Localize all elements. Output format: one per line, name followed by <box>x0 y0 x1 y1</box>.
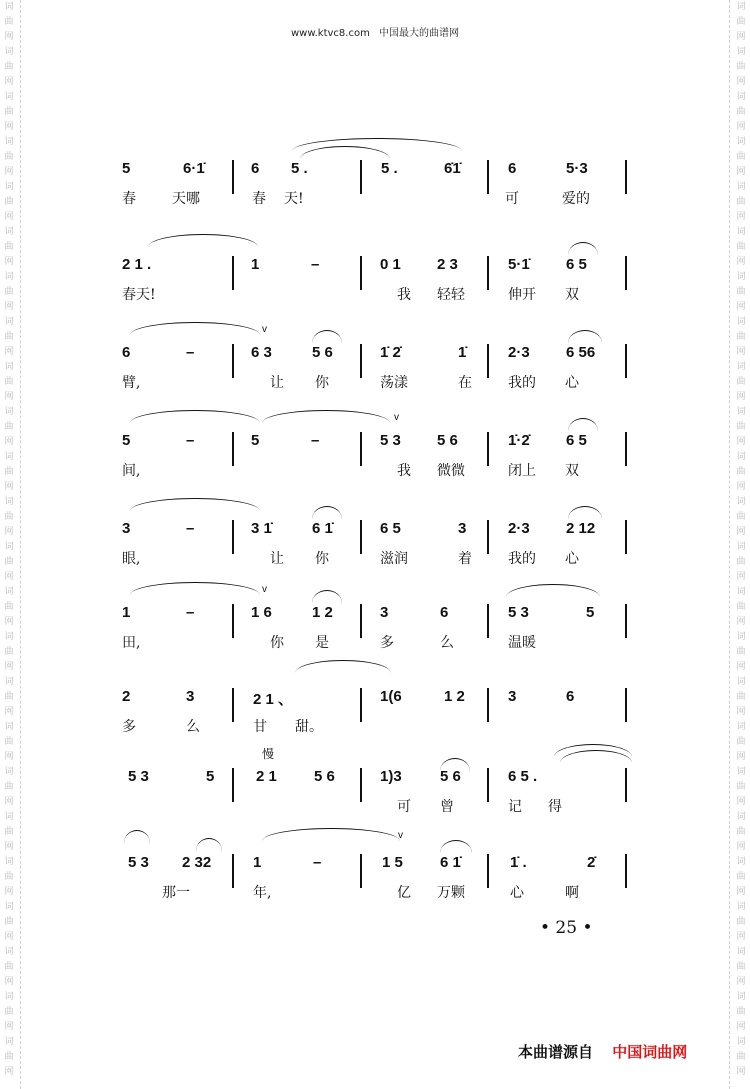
lyric: 曾 <box>440 799 454 815</box>
lyrics-line <box>0 188 750 212</box>
note: 5 6 <box>437 432 458 449</box>
note: 6 5 <box>380 520 401 537</box>
slur <box>312 330 342 343</box>
breath-mark: v <box>262 324 267 335</box>
note: 1 5 <box>382 854 403 871</box>
notes-line <box>0 688 750 712</box>
lyric: 多 <box>380 635 394 651</box>
lyric: 春 <box>122 191 136 207</box>
lyrics-line <box>0 548 750 572</box>
note: – <box>311 256 320 273</box>
lyric: 双 <box>565 463 579 479</box>
lyric: 闭上 <box>508 463 536 479</box>
right-watermark: 词曲网词曲网词曲网词曲网词曲网词曲网词曲网词曲网词曲网词曲网词曲网词曲网词曲网词曲网词曲网词曲网词曲网词曲网词曲网词曲网词曲网词曲网词曲网词曲网 <box>736 2 746 1077</box>
lyric: 么 <box>440 635 454 651</box>
note: 5 <box>251 432 260 449</box>
score-row-1 <box>0 152 750 232</box>
lyric: 温暖 <box>508 635 536 651</box>
note: 3 <box>508 688 517 705</box>
note: 6 3 <box>251 344 272 361</box>
lyric: 甘 <box>253 719 267 735</box>
note: 3 <box>380 604 389 621</box>
note: 1)3 <box>380 768 402 785</box>
lyric: 我 <box>397 463 411 479</box>
lyric: 天哪 <box>172 191 200 207</box>
note: 1̇·2̇ <box>508 432 530 449</box>
slur <box>568 506 602 519</box>
note: 2̇ <box>587 854 596 871</box>
note: 6 1̇ <box>440 854 461 871</box>
lyric: 你 <box>315 551 329 567</box>
note: 2·3 <box>508 344 530 361</box>
slur <box>312 506 342 519</box>
note: 5 <box>122 160 131 177</box>
notes-line <box>0 344 750 368</box>
note: 5 6 <box>440 768 461 785</box>
lyrics-line <box>0 796 750 820</box>
lyric: 双 <box>565 287 579 303</box>
note: 6·1̇ <box>183 160 205 177</box>
lyric: 是 <box>315 635 329 651</box>
notes-line <box>0 520 750 544</box>
footer-credit <box>518 1041 687 1062</box>
lyric: 心 <box>565 375 579 391</box>
lyric: 甜。 <box>295 719 323 735</box>
note: 5 <box>586 604 595 621</box>
slur <box>568 418 598 431</box>
lyric: 亿 <box>397 885 411 901</box>
note: 1(6 <box>380 688 402 705</box>
lyrics-line <box>0 372 750 396</box>
score-row-4 <box>0 412 750 504</box>
notes-line <box>0 854 750 878</box>
note: 2 <box>122 688 131 705</box>
notes-line <box>0 432 750 456</box>
note: 5 3 <box>128 854 149 871</box>
lyric: 轻轻 <box>437 287 465 303</box>
lyric: 记 <box>508 799 522 815</box>
note: 1 <box>251 256 260 273</box>
note: 5·1̇ <box>508 256 530 273</box>
lyric: 我 <box>397 287 411 303</box>
notes-line <box>0 160 750 184</box>
note: – <box>186 604 195 621</box>
score-row-2 <box>0 248 750 328</box>
note: 2 1 、 <box>253 691 294 708</box>
lyrics-line <box>0 284 750 308</box>
note: – <box>186 432 195 449</box>
tempo-mark: 慢 <box>262 747 275 761</box>
slur <box>568 330 602 343</box>
breath-mark: v <box>398 830 403 841</box>
footer-source-label: 本曲谱源自 <box>518 1043 594 1061</box>
lyrics-line <box>0 460 750 484</box>
lyric: 你 <box>315 375 329 391</box>
note: 6 56 <box>566 344 596 361</box>
note: 1 6 <box>251 604 272 621</box>
page-header <box>0 24 750 39</box>
lyric: 臂, <box>122 375 141 391</box>
lyric: 眼, <box>122 551 141 567</box>
note: 6̇1̇ <box>444 160 461 177</box>
note: 5 6 <box>312 344 333 361</box>
slur <box>148 234 258 247</box>
page-number: • 25 • <box>540 918 593 938</box>
slur <box>440 840 472 853</box>
lyric: 么 <box>186 719 200 735</box>
note: 3 <box>122 520 131 537</box>
note: – <box>313 854 322 871</box>
note: 2 1 . <box>122 256 152 273</box>
lyrics-line <box>0 632 750 656</box>
note: 1 <box>253 854 262 871</box>
lyric: 可 <box>397 799 411 815</box>
note: 2 12 <box>566 520 596 537</box>
note: 1 2 <box>312 604 333 621</box>
note: 5 <box>122 432 131 449</box>
lyric: 爱的 <box>562 191 590 207</box>
lyric: 伸开 <box>508 287 536 303</box>
lyric: 荡漾 <box>380 375 408 391</box>
note: 6 <box>566 688 575 705</box>
note: 3 <box>458 520 467 537</box>
note: 5 6 <box>314 768 335 785</box>
note: 6 <box>122 344 131 361</box>
lyric: 万颗 <box>437 885 465 901</box>
lyric: 着 <box>458 551 472 567</box>
lyric: 间, <box>122 463 141 479</box>
score-row-9 <box>0 830 750 926</box>
lyric: 你 <box>270 635 284 651</box>
score-row-3 <box>0 324 750 416</box>
note: 6 5 <box>566 256 587 273</box>
breath-mark: v <box>394 412 399 423</box>
footer-site-link[interactable]: 中国词曲网 <box>612 1043 688 1061</box>
score-row-8 <box>0 760 750 840</box>
note: 1̇ . <box>510 854 527 871</box>
lyric: 让 <box>270 375 284 391</box>
note: 3 1̇ <box>251 520 272 537</box>
note: 2 3 <box>437 256 458 273</box>
lyric: 那一 <box>162 885 190 901</box>
score-row-5 <box>0 512 750 592</box>
note: 5 3 <box>508 604 529 621</box>
header-url[interactable]: www.ktvc8.com <box>290 28 370 39</box>
note: – <box>311 432 320 449</box>
lyric: 天! <box>284 191 304 207</box>
note: 5 3 <box>128 768 149 785</box>
lyric: 可 <box>505 191 519 207</box>
note: 1 2 <box>444 688 465 705</box>
note: 6 <box>508 160 517 177</box>
lyric: 春天! <box>122 287 156 303</box>
notes-line <box>0 604 750 628</box>
note: 6 5 . <box>508 768 538 785</box>
note: 1 <box>122 604 131 621</box>
lyric: 心 <box>510 885 524 901</box>
lyric: 多 <box>122 719 136 735</box>
note: 5 3 <box>380 432 401 449</box>
note: 2 1 <box>256 768 277 785</box>
note: 6 <box>251 160 260 177</box>
notes-line <box>0 256 750 280</box>
lyric: 春 <box>252 191 266 207</box>
lyric: 得 <box>548 799 562 815</box>
lyric: 啊 <box>565 885 579 901</box>
note: 1̇ 2̇ <box>380 344 401 361</box>
note: 0 1 <box>380 256 401 273</box>
note: 6 5 <box>566 432 587 449</box>
note: – <box>186 344 195 361</box>
lyric: 让 <box>270 551 284 567</box>
lyric: 在 <box>458 375 472 391</box>
note: – <box>186 520 195 537</box>
note: 6 1̇ <box>312 520 333 537</box>
slur <box>568 242 598 255</box>
note: 5 . <box>291 160 308 177</box>
note: 2 32 <box>182 854 212 871</box>
note: 5·3 <box>566 160 588 177</box>
lyric: 年, <box>253 885 272 901</box>
note: 2·3 <box>508 520 530 537</box>
note: 5 <box>206 768 215 785</box>
note: 6 <box>440 604 449 621</box>
lyrics-line <box>0 882 750 906</box>
note: 5 . <box>381 160 398 177</box>
note: 1̇ <box>458 344 467 361</box>
score-row-7 <box>0 680 750 760</box>
lyrics-line <box>0 716 750 740</box>
note: 3 <box>186 688 195 705</box>
lyric: 滋润 <box>380 551 408 567</box>
lyric: 我的 <box>508 375 536 391</box>
left-watermark: 词曲网词曲网词曲网词曲网词曲网词曲网词曲网词曲网词曲网词曲网词曲网词曲网词曲网词曲网词曲网词曲网词曲网词曲网词曲网词曲网词曲网词曲网词曲网词曲网 <box>4 2 14 1077</box>
breath-mark: v <box>262 584 267 595</box>
lyric: 微微 <box>437 463 465 479</box>
header-title: 中国最大的曲谱网 <box>379 28 459 39</box>
lyric: 田, <box>122 635 141 651</box>
notes-line <box>0 768 750 792</box>
lyric: 我的 <box>508 551 536 567</box>
lyric: 心 <box>565 551 579 567</box>
